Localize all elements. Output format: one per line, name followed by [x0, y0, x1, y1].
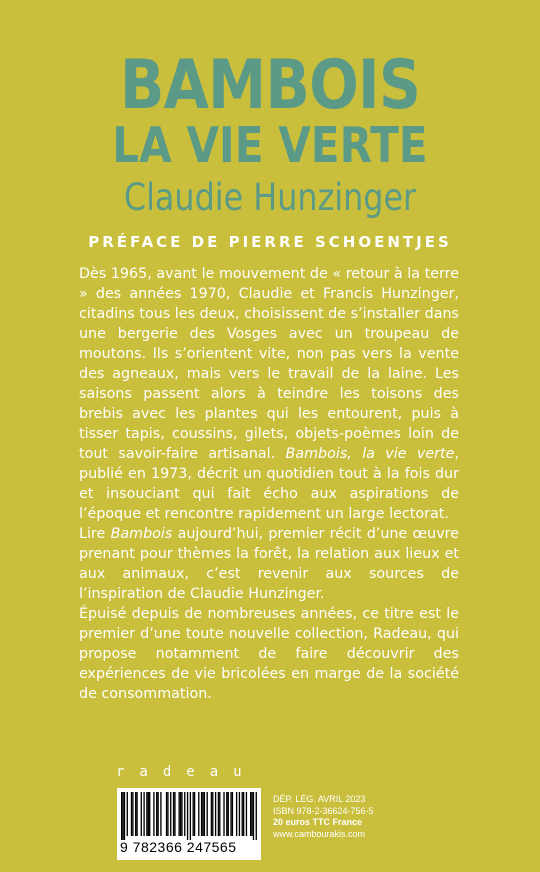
preface-credit: PRÉFACE DE PIERRE SCHOENTJES [88, 233, 452, 251]
author-name: Claudie Hunzinger [123, 176, 417, 219]
blurb-text: , publié en 1973, décrit un quotidien tout à la fois dur et insouciant qui fait écho aux aspirations de l’époque et rencontre rapidement un large lectorat. [79, 446, 459, 522]
back-cover-blurb [79, 264, 459, 704]
book-title: BAMBOIS [119, 46, 421, 125]
blurb-text: Dès 1965, avant le mouvement de « retour à la terre » des années 1970, Claudie et Francis Hunzinger, citadins tous les deux, choisissent de s’installer dans une bergerie des Vosges avec un troupeau de moutons. Ils s’orientent vite, non pas vers la vente des agneaux, mais vers le travail de la laine. Les saisons passent alors à teindre les toisons des brebis avec les plantes qui les entourent, puis à tisser tapis, coussins, gilets, objets-poèmes loin de tout savoir-faire artisanal. [79, 266, 459, 462]
isbn: ISBN 978-2-36624-756-5 [273, 805, 374, 816]
blurb-italic-title: Bambois, la vie verte [285, 446, 455, 462]
price: 20 euros TTC France [273, 817, 363, 827]
blurb-italic-title: Bambois [110, 526, 173, 542]
legal-info [273, 794, 374, 840]
legal-deposit: DÉP. LÉG. AVRIL 2023 [273, 794, 366, 804]
blurb-paragraph-3: Épuisé depuis de nombreuses années, ce titre est le premier d’une toute nouvelle collection, Radeau, qui propose notamment de faire découvrir des expériences de vie bricolées en marge de la société de consommation. [79, 606, 459, 702]
publisher-website: www.cambourakis.com [273, 828, 366, 839]
book-subtitle: LA VIE VERTE [112, 117, 428, 174]
blurb-paragraph-2 [79, 524, 459, 604]
publisher-logo: radeau [116, 764, 257, 780]
barcode [117, 788, 261, 860]
blurb-text: aujourd’hui, premier récit d’une œuvre prenant pour thèmes la forêt, la relation aux lieux et aux animaux, c’est revenir aux sources de l’inspiration de Claudie Hunzinger. [79, 526, 460, 602]
blurb-text: Lire [79, 526, 111, 542]
blurb-paragraph-1 [79, 264, 459, 524]
barcode-bars-icon [121, 792, 257, 840]
barcode-digits: 9 782366 247565 [120, 839, 237, 855]
